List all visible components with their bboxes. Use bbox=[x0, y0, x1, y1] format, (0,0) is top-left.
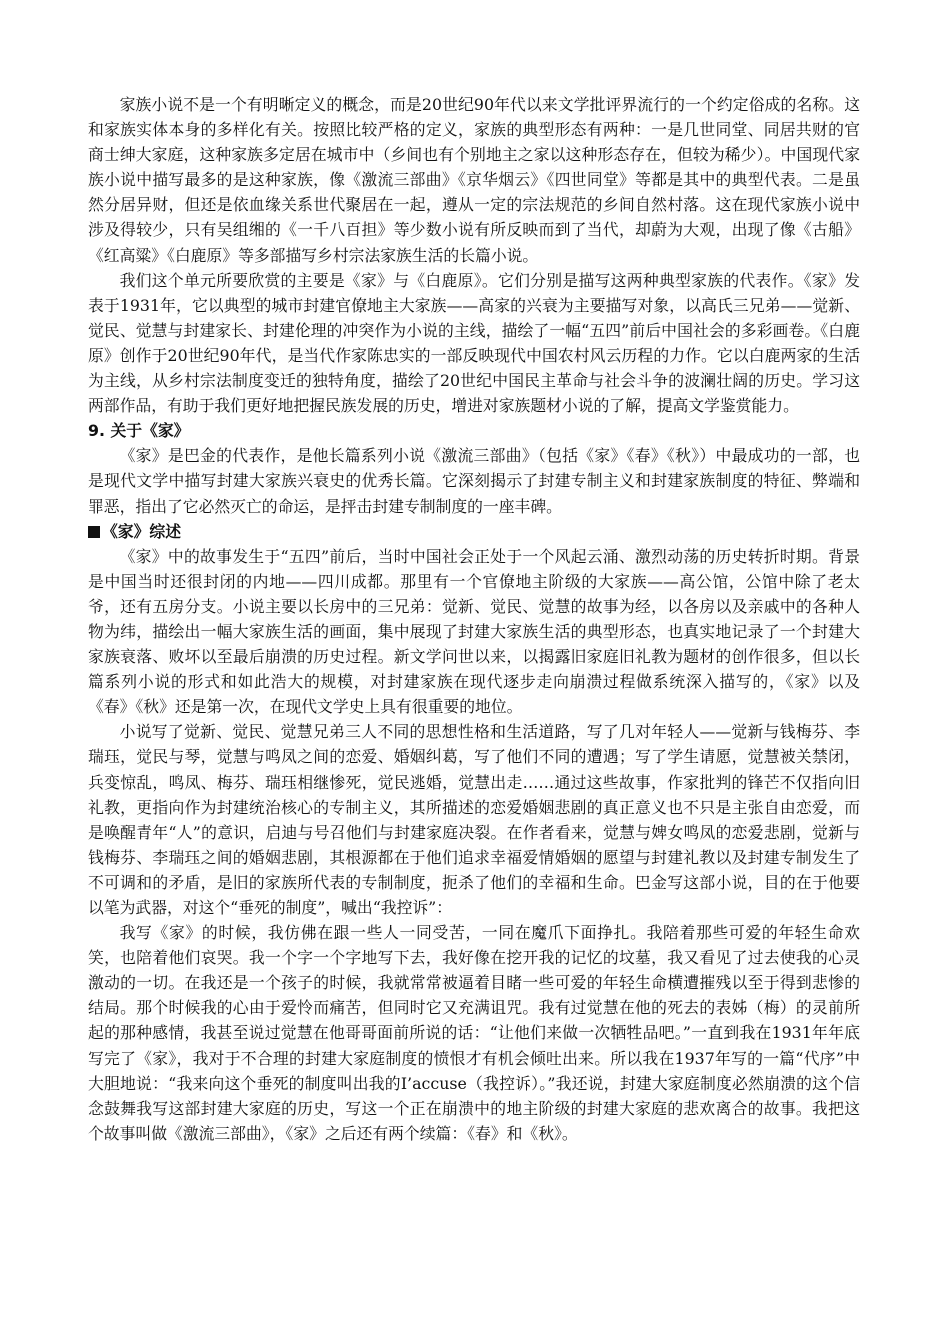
quote-paragraph: 我写《家》的时候，我仿佛在跟一些人一同受苦，一同在魔爪下面挣扎。我陪着那些可爱的年轻生命欢笑，也陪着他们哀哭。我一个字一个字地写下去，我好像在挖开我的记忆的坟墓，我又看见了过去使我的心灵激动的一切。在我还是一个孩子的时候，我就常常被逼着目睹一些可爱的年轻生命横遭摧残以至于得到悲惨的结局。那个时候我的心由于爱怜而痛苦，但同时它又充满诅咒。我有过觉慧在他的死去的表姊（梅）的灵前所起的那种感情，我甚至说过觉慧在他哥哥面前所说的话：“让他们来做一次牺牲品吧。”一直到我在1931年年底写完了《家》，我对于不合理的封建大家庭制度的愤恨才有机会倾吐出来。所以我在1937年写的一篇“代序”中大胆地说：“我来向这个垂死的制度叫出我的I’accuse（我控诉）。”我还说，封建大家庭制度必然崩溃的这个信念鼓舞我写这部封建大家庭的历史，写这一个正在崩溃中的地主阶级的封建大家庭的悲欢离合的故事。我把这个故事叫做《激流三部曲》，《家》之后还有两个续篇：《春》和《秋》。 bbox=[88, 923, 860, 1143]
summary-heading-text: 《家》综述 bbox=[102, 521, 181, 541]
intro-paragraph-1: 家族小说不是一个有明晰定义的概念，而是20世纪90年代以来文学批评界流行的一个约定俗成的名称。这和家族实体本身的多样化有关。按照比较严格的定义，家族的典型形态有两种：一是几世同堂、同居共财的官商士绅大家庭，这种家族多定居在城市中（乡间也有个别地主之家以这种形态存在，但较为稀少）。中国现代家族小说中描写最多的是这种家族，像《激流三部曲》《京华烟云》《四世同堂》等都是其中的典型代表。二是虽然分居异财，但还是依血缘关系世代聚居在一起，遵从一定的宗法规范的乡间自然村落。这在现代家族小说中涉及得较少，只有吴组缃的《一千八百担》等少数小说有所反映而到了当代，却蔚为大观，出现了像《古船》《红高粱》《白鹿原》等多部描写乡村宗法家族生活的长篇小说。 bbox=[88, 95, 860, 265]
section-9-heading: 9. 关于《家》 bbox=[88, 421, 190, 441]
square-bullet-icon bbox=[88, 526, 100, 538]
section-9-paragraph: 《家》是巴金的代表作，是他长篇系列小说《激流三部曲》（包括《家》《春》《秋》）中最成功的一部，也是现代文学中描写封建大家族兴衰史的优秀长篇。它深刻揭示了封建专制主义和封建家族制度的特征、弊端和罪恶，指出了它必然灭亡的命运，是抨击封建专制制度的一座丰碑。 bbox=[88, 446, 860, 516]
summary-paragraph-2: 小说写了觉新、觉民、觉慧兄弟三人不同的思想性格和生活道路，写了几对年轻人——觉新与钱梅芬、李瑞珏，觉民与琴，觉慧与鸣凤之间的恋爱、婚姻纠葛，写了他们不同的遭遇；写了学生请愿，觉慧被关禁闭，兵变惊乱，鸣凤、梅芬、瑞珏相继惨死，觉民逃婚，觉慧出走……通过这些故事，作家批判的锋芒不仅指向旧礼教，更指向作为封建统治核心的专制主义，其所描述的恋爱婚姻悲剧的真正意义也不只是主张自由恋爱，而是唤醒青年“人”的意识，启迪与号召他们与封建家庭决裂。在作者看来，觉慧与婢女鸣凤的恋爱悲剧，觉新与钱梅芬、李瑞珏之间的婚姻悲剧，其根源都在于他们追求幸福爱情婚姻的愿望与封建礼教以及封建专制发生了不可调和的矛盾，是旧的家族所代表的专制制度，扼杀了他们的幸福和生命。巴金写这部小说，目的在于他要以笔为武器，对这个“垂死的制度”，喊出“我控诉”： bbox=[88, 722, 860, 917]
intro-paragraph-2: 我们这个单元所要欣赏的主要是《家》与《白鹿原》。它们分别是描写这两种典型家族的代表作。《家》发表于1931年，它以典型的城市封建官僚地主大家族——高家的兴衰为主要描写对象，以高氏三兄弟——觉新、觉民、觉慧与封建家长、封建伦理的冲突作为小说的主线，描绘了一幅“五四”前后中国社会的多彩画卷。《白鹿原》创作于20世纪90年代，是当代作家陈忠实的一部反映现代中国农村风云历程的力作。它以白鹿两家的生活为主线，从乡村宗法制度变迁的独特角度，描绘了20世纪中国民主革命与社会斗争的波澜壮阔的历史。学习这两部作品，有助于我们更好地把握民族发展的历史，增进对家族题材小说的了解，提高文学鉴赏能力。 bbox=[88, 270, 860, 416]
summary-paragraph-1: 《家》中的故事发生于“五四”前后，当时中国社会正处于一个风起云涌、激烈动荡的历史转折时期。背景是中国当时还很封闭的内地——四川成都。那里有一个官僚地主阶级的大家族——高公馆，公馆中除了老太爷，还有五房分支。小说主要以长房中的三兄弟：觉新、觉民、觉慧的故事为经，以各房以及亲戚中的各种人物为纬，描绘出一幅大家族生活的画面，集中展现了封建大家族生活的典型形态，也真实地记录了一个封建大家族衰落、败坏以至最后崩溃的历史过程。新文学问世以来，以揭露旧家庭旧礼教为题材的创作很多，但以长篇系列小说的形式和如此浩大的规模，对封建家族在现代逐步走向崩溃过程做系统深入描写的，《家》以及《春》《秋》还是第一次，在现代文学史上具有很重要的地位。 bbox=[88, 546, 860, 717]
document-page bbox=[88, 92, 860, 1146]
summary-heading bbox=[88, 519, 860, 544]
